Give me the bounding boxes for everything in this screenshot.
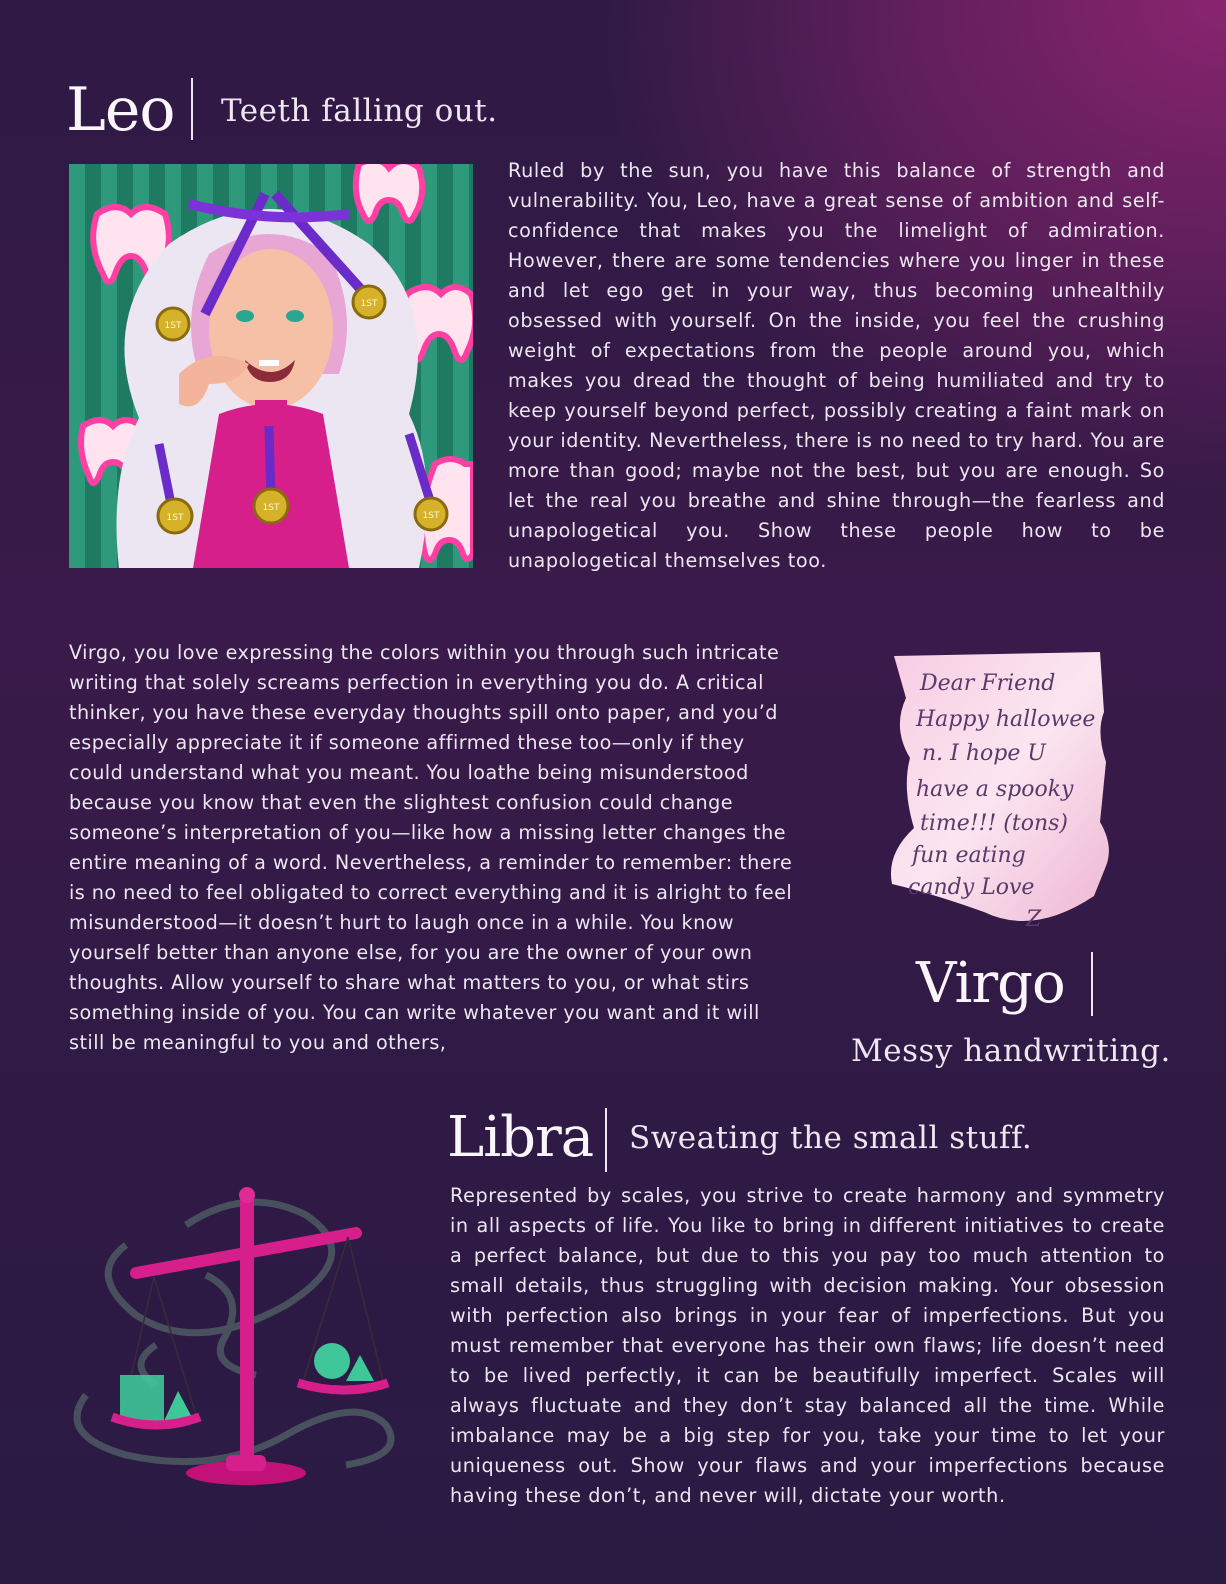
leo-illustration [69,164,473,568]
libra-scales-illustration [66,1185,396,1505]
note-line: candy Love [908,875,1035,900]
leo-illustration-svg [69,164,473,568]
svg-text:1ST: 1ST [360,299,378,309]
leo-title: Leo [66,75,175,145]
tooth-icon [356,164,422,221]
note-line: have a spooky [916,777,1074,802]
leo-title-divider [191,78,193,140]
libra-title: Libra [447,1105,594,1170]
note-line: n. I hope U [922,741,1046,766]
virgo-title: Virgo [916,951,1065,1016]
note-line: time!!! (tons) [920,811,1068,836]
svg-text:1ST: 1ST [166,513,184,523]
libra-body: Represented by scales, you strive to create harmony and symmetry in all aspects of life. You like to bring in different initiatives to create a perfect balance, but due to this you pay too much attention to small details, thus struggling with decision making. Your obsession with perfection also brings in your fear of imperfections. But you must remember that everyone has their own flaws; life doesn’t need to be lived perfectly, it can be beautifully imperfect. Scales will always fluctuate and they don’t stay balanced all the time. While imbalance may be a big step for you, take your time to let your uniqueness out. Show your flaws and your imperfections because having these don’t, and never will, dictate your worth. [450,1184,1165,1507]
note-line: Happy hallowee [916,707,1096,732]
scales-icon [66,1185,396,1505]
virgo-subtitle: Messy handwriting. [851,1033,1171,1069]
medal-icon [353,286,385,318]
virgo-handwritten-note [876,650,1116,940]
libra-title-divider [605,1108,607,1172]
virgo-body: Virgo, you love expressing the colors within you through such intricate writing that solely screams perfection in everything you do. A critical thinker, you have these everyday thoughts spill onto paper, and you’d especially appreciate it if someone affirmed these too—only if they could understand what you meant. You loathe being misunderstood because you know that even the slightest confusion could change someone’s interpretation of you—like how a missing letter changes the entire meaning of a word. Nevertheless, a reminder to remember: there is no need to feel obligated to correct everything and it is alright to feel misunderstood—it doesn’t hurt to laugh once in a while. You know yourself better than anyone else, for you are the owner of your own thoughts. Allow yourself to share what matters to you, or what stirs something inside of you. You can write whatever you want and it will still be meaningful to you and others, [69,641,793,1054]
libra-subtitle: Sweating the small stuff. [629,1120,1033,1156]
virgo-title-divider [1091,952,1093,1016]
medal-icon [158,499,192,533]
note-line: Dear Friend [920,671,1056,696]
note-line: Z [1026,907,1042,932]
medal-icon [254,489,288,523]
medal-icon [157,308,189,340]
note-line: fun eating [912,843,1026,868]
medal-icon [415,498,447,530]
leo-subtitle: Teeth falling out. [221,93,498,129]
svg-text:1ST: 1ST [262,503,280,513]
svg-text:1ST: 1ST [422,511,440,521]
svg-text:1ST: 1ST [164,321,182,331]
virgo-note-svg [876,650,1116,940]
leo-body: Ruled by the sun, you have this balance of strength and vulnerability. You, Leo, have a great sense of ambition and self-confidence that makes you the limelight of admiration. However, there are some tendencies where you linger in these and let ego get in your way, thus becoming unhealthily obsessed with yourself. On the inside, you feel the crushing weight of expectations from the people around you, which makes you dread the thought of being humiliated and try to keep yourself beyond perfect, possibly creating a faint mark on your identity. Nevertheless, there is no need to try hard. You are more than good; maybe not the best, but you are enough. So let the real you breathe and shine through—the fearless and unapologetical you. Show these people how to be unapologetical themselves too. [508,159,1165,572]
